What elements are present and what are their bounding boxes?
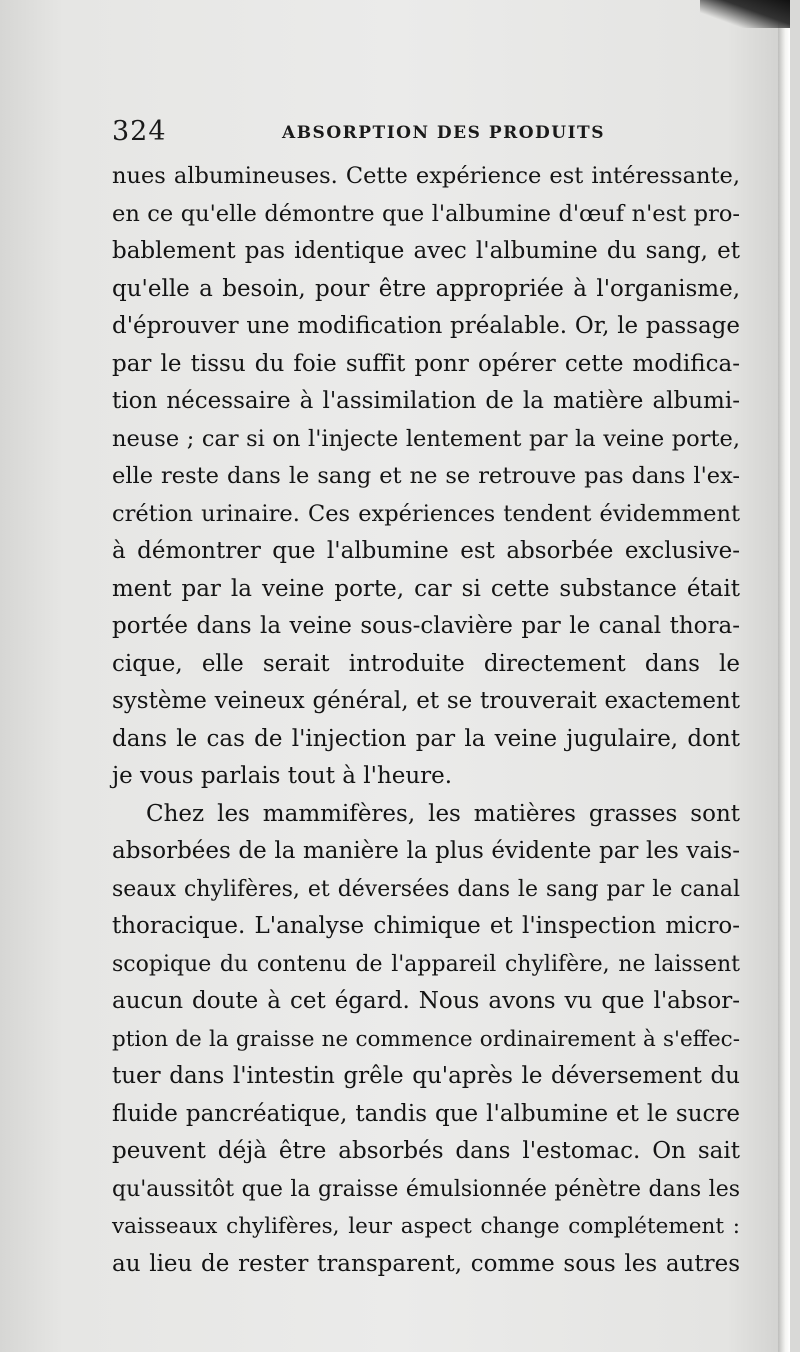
corner-shadow (700, 0, 790, 28)
text-line: par le tissu du foie suffit ponr opérer cette modifica- (112, 350, 740, 377)
text-line: nues albumineuses. Cette expérience est intéressante, (112, 163, 740, 189)
text-line: fluide pancréatique, tandis que l'albumine et le sucre (112, 1100, 740, 1127)
text-line: dans le cas de l'injection par la veine jugulaire, dont (112, 725, 740, 752)
text-line: bablement pas identique avec l'albumine du sang, et (112, 238, 740, 264)
text-line: au lieu de rester transparent, comme sous les autres (112, 1250, 740, 1277)
text-line: qu'aussitôt que la graisse émulsionnée pénètre dans les (112, 1176, 740, 1202)
text-line: d'éprouver une modification préalable. Or, le passage (112, 313, 740, 339)
text-line: portée dans la veine sous-clavière par le canal thora- (112, 613, 740, 639)
text-line: crétion urinaire. Ces expériences tendent évidemment (112, 500, 740, 527)
text-line: thoracique. L'analyse chimique et l'inspection micro- (112, 913, 740, 939)
page-number: 324 (112, 116, 167, 147)
text-line: en ce qu'elle démontre que l'albumine d'œuf n'est pro- (112, 200, 740, 227)
text-line: peuvent déjà être absorbés dans l'estomac. On sait (112, 1138, 740, 1164)
text-line: à démontrer que l'albumine est absorbée exclusive- (112, 538, 740, 564)
text-line: ment par la veine porte, car si cette substance était (112, 575, 740, 602)
text-line: scopique du contenu de l'appareil chylifère, ne laissent (112, 951, 740, 977)
text-line: cique, elle serait introduite directement dans le (112, 650, 740, 677)
text-line: ption de la graisse ne commence ordinairement à s'effec- (112, 1026, 740, 1052)
text-line: qu'elle a besoin, pour être appropriée à l'organisme, (112, 275, 740, 302)
text-line: seaux chylifères, et déversées dans le sang par le canal (112, 876, 740, 902)
text-line: vaisseaux chylifères, leur aspect change complétement : (112, 1214, 740, 1239)
text-line: neuse ; car si on l'injecte lentement par la veine porte, (112, 425, 740, 452)
page-header (112, 116, 762, 156)
text-line: aucun doute à cet égard. Nous avons vu que l'absor- (112, 988, 740, 1014)
paragraph-end-line: je vous parlais tout à l'heure. (112, 763, 453, 789)
page-edge (778, 0, 790, 1352)
text-line: tuer dans l'intestin grêle qu'après le déversement du (112, 1063, 740, 1089)
text-line: elle reste dans le sang et ne se retrouve pas dans l'ex- (112, 463, 740, 489)
body-text (112, 158, 740, 1283)
text-line: absorbées de la manière la plus évidente par les vais- (112, 838, 740, 864)
text-line: système veineux général, et se trouverait exactement (112, 688, 740, 714)
text-line: tion nécessaire à l'assimilation de la matière albumi- (112, 388, 740, 414)
paragraph-start-line: Chez les mammifères, les matières grasses sont (146, 800, 740, 827)
running-head: ABSORPTION DES PRODUITS (282, 123, 605, 143)
